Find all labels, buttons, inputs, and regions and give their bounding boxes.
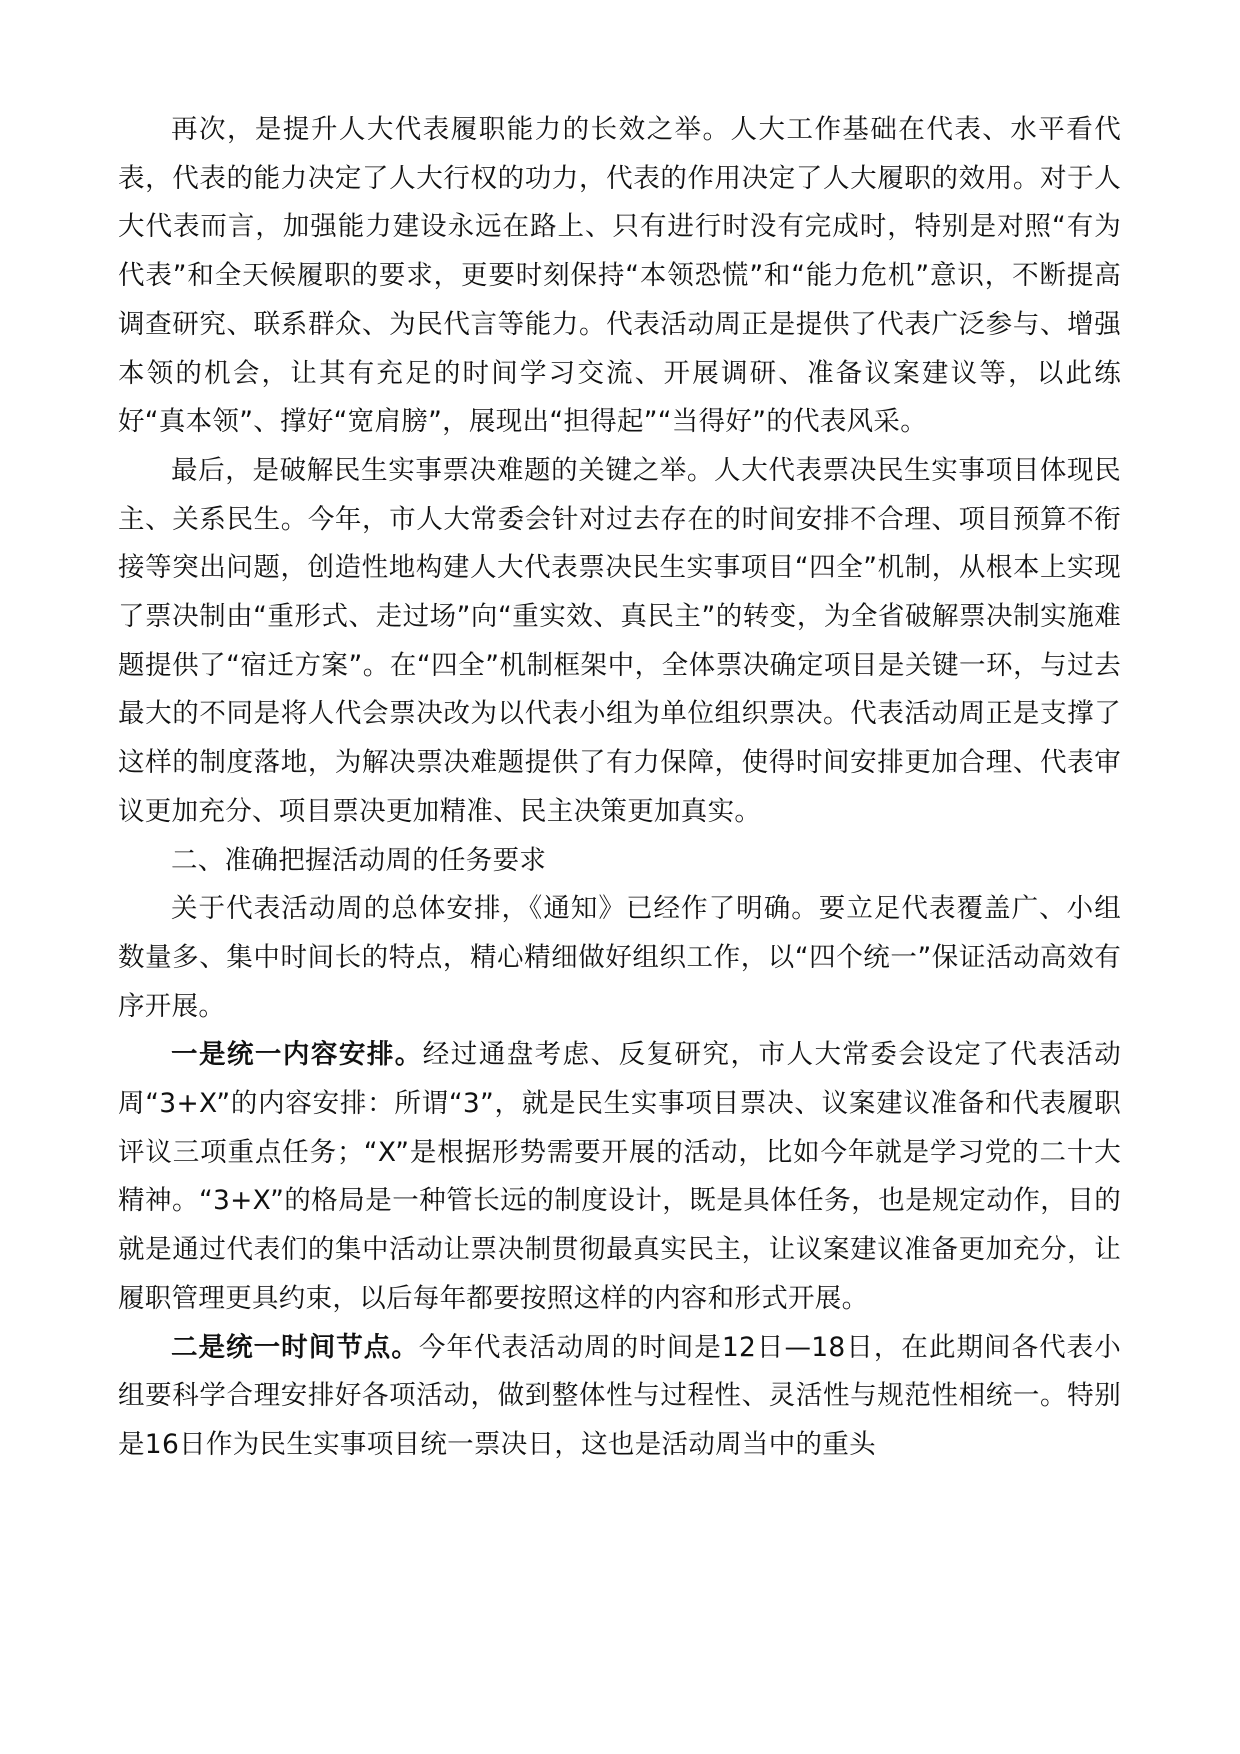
paragraph-2 [118, 447, 1121, 837]
paragraph-text: 再次，是提升人大代表履职能力的长效之举。人大工作基础在代表、水平看代表，代表的能力决定了人大行权的功力，代表的作用决定了人大履职的效用。对于人大代表而言，加强能力建设永远在路上、只有进行时没有完成时，特别是对照“有为代表”和全天候履职的要求，更要时刻保持“本领恐慌”和“能力危机”意识，不断提高调查研究、联系群众、为民代言等能力。代表活动周正是提供了代表广泛参与、增强本领的机会，让其有充足的时间学习交流、开展调研、准备议案建议等，以此练好“真本领”、撑好“宽肩膀”，展现出“担得起”“当得好”的代表风采。 [118, 114, 1121, 438]
paragraph-4 [118, 1031, 1121, 1323]
paragraph-text: 今年代表活动周的时间是12日—18日，在此期间各代表小组要科学合理安排好各项活动，做到整体性与过程性、灵活性与规范性相统一。特别是16日作为民生实事项目统一票决日，这也是活动周当中的重头 [118, 1331, 1122, 1460]
paragraph-3 [118, 885, 1121, 1031]
paragraph-text: 经过通盘考虑、反复研究，市人大常委会设定了代表活动周“3+X”的内容安排：所谓“3”，就是民生实事项目票决、议案建议准备和代表履职评议三项重点任务；“X”是根据形势需要开展的活动，比如今年就是学习党的二十大精神。“3+X”的格局是一种管长远的制度设计，既是具体任务，也是规定动作，目的就是通过代表们的集中活动让票决制贯彻最真实民主，让议案建议准备更加充分，让履职管理更具约束，以后每年都要按照这样的内容和形式开展。 [118, 1039, 1121, 1314]
section-heading [118, 837, 1121, 886]
paragraph-text: 最后，是破解民生实事票决难题的关键之举。人大代表票决民生实事项目体现民主、关系民生。今年，市人大常委会针对过去存在的时间安排不合理、项目预算不衔接等突出问题，创造性地构建人大代表票决民生实事项目“四全”机制，从根本上实现了票决制由“重形式、走过场”向“重实效、真民主”的转变，为全省破解票决制实施难题提供了“宿迁方案”。在“四全”机制框架中，全体票决确定项目是关键一环，与过去最大的不同是将人代会票决改为以代表小组为单位组织票决。代表活动周正是支撑了这样的制度落地，为解决票决难题提供了有力保障，使得时间安排更加合理、代表审议更加充分、项目票决更加精准、民主决策更加真实。 [118, 454, 1121, 827]
section-heading-text: 二、准确把握活动周的任务要求 [171, 844, 547, 876]
paragraph-5 [118, 1324, 1121, 1470]
paragraph-bold-lead: 一是统一内容安排。 [171, 1039, 423, 1071]
paragraph-1 [118, 106, 1121, 447]
paragraph-bold-lead: 二是统一时间节点。 [171, 1331, 419, 1363]
paragraph-text: 关于代表活动周的总体安排，《通知》已经作了明确。要立足代表覆盖广、小组数量多、集中时间长的特点，精心精细做好组织工作，以“四个统一”保证活动高效有序开展。 [118, 893, 1121, 1022]
